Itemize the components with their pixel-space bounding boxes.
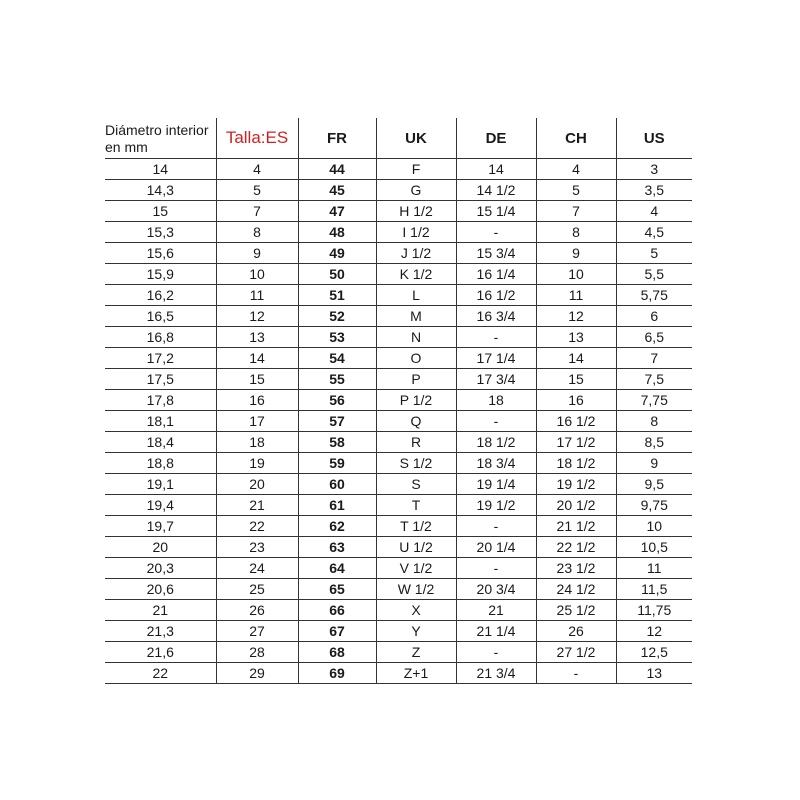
cell-ch: 24 1/2 (536, 579, 616, 600)
cell-de: 18 3/4 (456, 453, 536, 474)
cell-uk: K 1/2 (376, 264, 456, 285)
cell-de: 19 1/2 (456, 495, 536, 516)
cell-ch: 20 1/2 (536, 495, 616, 516)
cell-uk: S (376, 474, 456, 495)
cell-es: 10 (216, 264, 298, 285)
cell-diameter: 14 (105, 159, 216, 180)
cell-es: 15 (216, 369, 298, 390)
cell-uk: W 1/2 (376, 579, 456, 600)
header-ch: CH (536, 118, 616, 159)
cell-uk: N (376, 327, 456, 348)
cell-diameter: 20,6 (105, 579, 216, 600)
cell-es: 16 (216, 390, 298, 411)
ring-size-table (105, 118, 692, 684)
header-diameter: Diámetro interior en mm (105, 118, 216, 159)
cell-es: 25 (216, 579, 298, 600)
cell-diameter: 17,5 (105, 369, 216, 390)
cell-uk: G (376, 180, 456, 201)
cell-fr: 60 (298, 474, 376, 495)
cell-us: 12,5 (616, 642, 692, 663)
cell-diameter: 16,2 (105, 285, 216, 306)
table-row (105, 621, 692, 642)
cell-diameter: 18,8 (105, 453, 216, 474)
table-row (105, 474, 692, 495)
table-row (105, 369, 692, 390)
cell-de: 16 1/2 (456, 285, 536, 306)
header-es: Talla:ES (216, 118, 298, 159)
cell-es: 13 (216, 327, 298, 348)
cell-es: 14 (216, 348, 298, 369)
cell-uk: P (376, 369, 456, 390)
cell-fr: 57 (298, 411, 376, 432)
cell-fr: 58 (298, 432, 376, 453)
table-row (105, 495, 692, 516)
cell-fr: 64 (298, 558, 376, 579)
cell-de: - (456, 411, 536, 432)
cell-diameter: 21,6 (105, 642, 216, 663)
cell-ch: 12 (536, 306, 616, 327)
cell-diameter: 20,3 (105, 558, 216, 579)
cell-fr: 62 (298, 516, 376, 537)
cell-uk: U 1/2 (376, 537, 456, 558)
cell-fr: 51 (298, 285, 376, 306)
table-body (105, 159, 692, 684)
cell-de: 21 (456, 600, 536, 621)
table-row (105, 390, 692, 411)
cell-fr: 54 (298, 348, 376, 369)
cell-de: 14 (456, 159, 536, 180)
cell-es: 5 (216, 180, 298, 201)
cell-de: 19 1/4 (456, 474, 536, 495)
cell-de: - (456, 222, 536, 243)
cell-de: 21 3/4 (456, 663, 536, 684)
cell-us: 4,5 (616, 222, 692, 243)
table-row (105, 222, 692, 243)
cell-us: 9 (616, 453, 692, 474)
table-row (105, 579, 692, 600)
table-row (105, 663, 692, 684)
cell-uk: P 1/2 (376, 390, 456, 411)
cell-us: 5,75 (616, 285, 692, 306)
cell-ch: 22 1/2 (536, 537, 616, 558)
cell-ch: 16 1/2 (536, 411, 616, 432)
table-row (105, 306, 692, 327)
cell-es: 20 (216, 474, 298, 495)
cell-ch: 18 1/2 (536, 453, 616, 474)
cell-uk: X (376, 600, 456, 621)
cell-uk: H 1/2 (376, 201, 456, 222)
cell-us: 10 (616, 516, 692, 537)
cell-uk: Z (376, 642, 456, 663)
header-us: US (616, 118, 692, 159)
cell-es: 23 (216, 537, 298, 558)
cell-fr: 55 (298, 369, 376, 390)
table-row (105, 411, 692, 432)
cell-es: 29 (216, 663, 298, 684)
cell-fr: 50 (298, 264, 376, 285)
cell-de: 17 1/4 (456, 348, 536, 369)
cell-us: 3,5 (616, 180, 692, 201)
cell-de: 20 3/4 (456, 579, 536, 600)
cell-ch: 5 (536, 180, 616, 201)
cell-es: 19 (216, 453, 298, 474)
cell-es: 27 (216, 621, 298, 642)
cell-uk: F (376, 159, 456, 180)
cell-diameter: 20 (105, 537, 216, 558)
cell-ch: 16 (536, 390, 616, 411)
cell-us: 5 (616, 243, 692, 264)
cell-uk: Y (376, 621, 456, 642)
table-row (105, 600, 692, 621)
cell-ch: - (536, 663, 616, 684)
cell-fr: 49 (298, 243, 376, 264)
cell-fr: 67 (298, 621, 376, 642)
cell-us: 8,5 (616, 432, 692, 453)
cell-de: 15 3/4 (456, 243, 536, 264)
cell-uk: M (376, 306, 456, 327)
cell-ch: 7 (536, 201, 616, 222)
cell-fr: 66 (298, 600, 376, 621)
cell-de: 20 1/4 (456, 537, 536, 558)
cell-us: 7,75 (616, 390, 692, 411)
cell-fr: 69 (298, 663, 376, 684)
cell-fr: 68 (298, 642, 376, 663)
table-row (105, 201, 692, 222)
cell-es: 11 (216, 285, 298, 306)
cell-uk: T 1/2 (376, 516, 456, 537)
cell-es: 24 (216, 558, 298, 579)
cell-fr: 63 (298, 537, 376, 558)
cell-ch: 8 (536, 222, 616, 243)
cell-diameter: 19,1 (105, 474, 216, 495)
cell-es: 26 (216, 600, 298, 621)
cell-ch: 9 (536, 243, 616, 264)
cell-fr: 53 (298, 327, 376, 348)
cell-diameter: 21,3 (105, 621, 216, 642)
table-row (105, 453, 692, 474)
cell-fr: 65 (298, 579, 376, 600)
cell-fr: 56 (298, 390, 376, 411)
table-header (105, 118, 692, 159)
cell-es: 28 (216, 642, 298, 663)
cell-us: 13 (616, 663, 692, 684)
cell-diameter: 15,3 (105, 222, 216, 243)
cell-fr: 44 (298, 159, 376, 180)
cell-ch: 27 1/2 (536, 642, 616, 663)
cell-diameter: 17,8 (105, 390, 216, 411)
header-uk: UK (376, 118, 456, 159)
cell-diameter: 15,9 (105, 264, 216, 285)
cell-es: 17 (216, 411, 298, 432)
cell-uk: R (376, 432, 456, 453)
cell-es: 4 (216, 159, 298, 180)
cell-de: 18 1/2 (456, 432, 536, 453)
cell-es: 22 (216, 516, 298, 537)
cell-de: 15 1/4 (456, 201, 536, 222)
cell-ch: 13 (536, 327, 616, 348)
cell-ch: 11 (536, 285, 616, 306)
cell-us: 11 (616, 558, 692, 579)
cell-de: 18 (456, 390, 536, 411)
cell-de: 21 1/4 (456, 621, 536, 642)
cell-diameter: 16,8 (105, 327, 216, 348)
table-row (105, 285, 692, 306)
cell-ch: 10 (536, 264, 616, 285)
cell-es: 9 (216, 243, 298, 264)
cell-de: - (456, 516, 536, 537)
cell-de: 17 3/4 (456, 369, 536, 390)
table-row (105, 516, 692, 537)
table-row (105, 264, 692, 285)
cell-uk: T (376, 495, 456, 516)
cell-us: 6 (616, 306, 692, 327)
cell-es: 8 (216, 222, 298, 243)
cell-diameter: 19,4 (105, 495, 216, 516)
cell-us: 9,75 (616, 495, 692, 516)
cell-us: 7 (616, 348, 692, 369)
cell-de: - (456, 327, 536, 348)
table-row (105, 558, 692, 579)
cell-de: - (456, 642, 536, 663)
cell-fr: 61 (298, 495, 376, 516)
table-row (105, 348, 692, 369)
cell-us: 9,5 (616, 474, 692, 495)
cell-ch: 15 (536, 369, 616, 390)
cell-ch: 14 (536, 348, 616, 369)
cell-us: 5,5 (616, 264, 692, 285)
cell-ch: 21 1/2 (536, 516, 616, 537)
cell-us: 3 (616, 159, 692, 180)
cell-uk: I 1/2 (376, 222, 456, 243)
table-row (105, 642, 692, 663)
cell-uk: S 1/2 (376, 453, 456, 474)
cell-us: 12 (616, 621, 692, 642)
cell-diameter: 21 (105, 600, 216, 621)
header-row (105, 118, 692, 159)
cell-fr: 45 (298, 180, 376, 201)
cell-ch: 17 1/2 (536, 432, 616, 453)
cell-de: 14 1/2 (456, 180, 536, 201)
table-row (105, 432, 692, 453)
cell-es: 21 (216, 495, 298, 516)
cell-de: 16 1/4 (456, 264, 536, 285)
cell-us: 11,5 (616, 579, 692, 600)
cell-uk: L (376, 285, 456, 306)
cell-ch: 19 1/2 (536, 474, 616, 495)
table-row (105, 180, 692, 201)
cell-diameter: 17,2 (105, 348, 216, 369)
cell-us: 4 (616, 201, 692, 222)
table-row (105, 243, 692, 264)
cell-uk: O (376, 348, 456, 369)
cell-diameter: 19,7 (105, 516, 216, 537)
cell-fr: 47 (298, 201, 376, 222)
table-row (105, 537, 692, 558)
cell-us: 7,5 (616, 369, 692, 390)
cell-fr: 48 (298, 222, 376, 243)
cell-diameter: 14,3 (105, 180, 216, 201)
cell-ch: 4 (536, 159, 616, 180)
cell-uk: Q (376, 411, 456, 432)
cell-diameter: 22 (105, 663, 216, 684)
cell-uk: V 1/2 (376, 558, 456, 579)
cell-es: 12 (216, 306, 298, 327)
cell-es: 18 (216, 432, 298, 453)
cell-diameter: 15 (105, 201, 216, 222)
cell-diameter: 16,5 (105, 306, 216, 327)
cell-ch: 26 (536, 621, 616, 642)
cell-diameter: 18,1 (105, 411, 216, 432)
table-row (105, 327, 692, 348)
header-fr: FR (298, 118, 376, 159)
cell-fr: 59 (298, 453, 376, 474)
cell-es: 7 (216, 201, 298, 222)
header-de: DE (456, 118, 536, 159)
cell-us: 10,5 (616, 537, 692, 558)
cell-fr: 52 (298, 306, 376, 327)
cell-ch: 25 1/2 (536, 600, 616, 621)
cell-us: 6,5 (616, 327, 692, 348)
cell-uk: J 1/2 (376, 243, 456, 264)
cell-de: - (456, 558, 536, 579)
table-row (105, 159, 692, 180)
cell-de: 16 3/4 (456, 306, 536, 327)
cell-diameter: 15,6 (105, 243, 216, 264)
cell-uk: Z+1 (376, 663, 456, 684)
cell-us: 8 (616, 411, 692, 432)
cell-us: 11,75 (616, 600, 692, 621)
cell-diameter: 18,4 (105, 432, 216, 453)
cell-ch: 23 1/2 (536, 558, 616, 579)
